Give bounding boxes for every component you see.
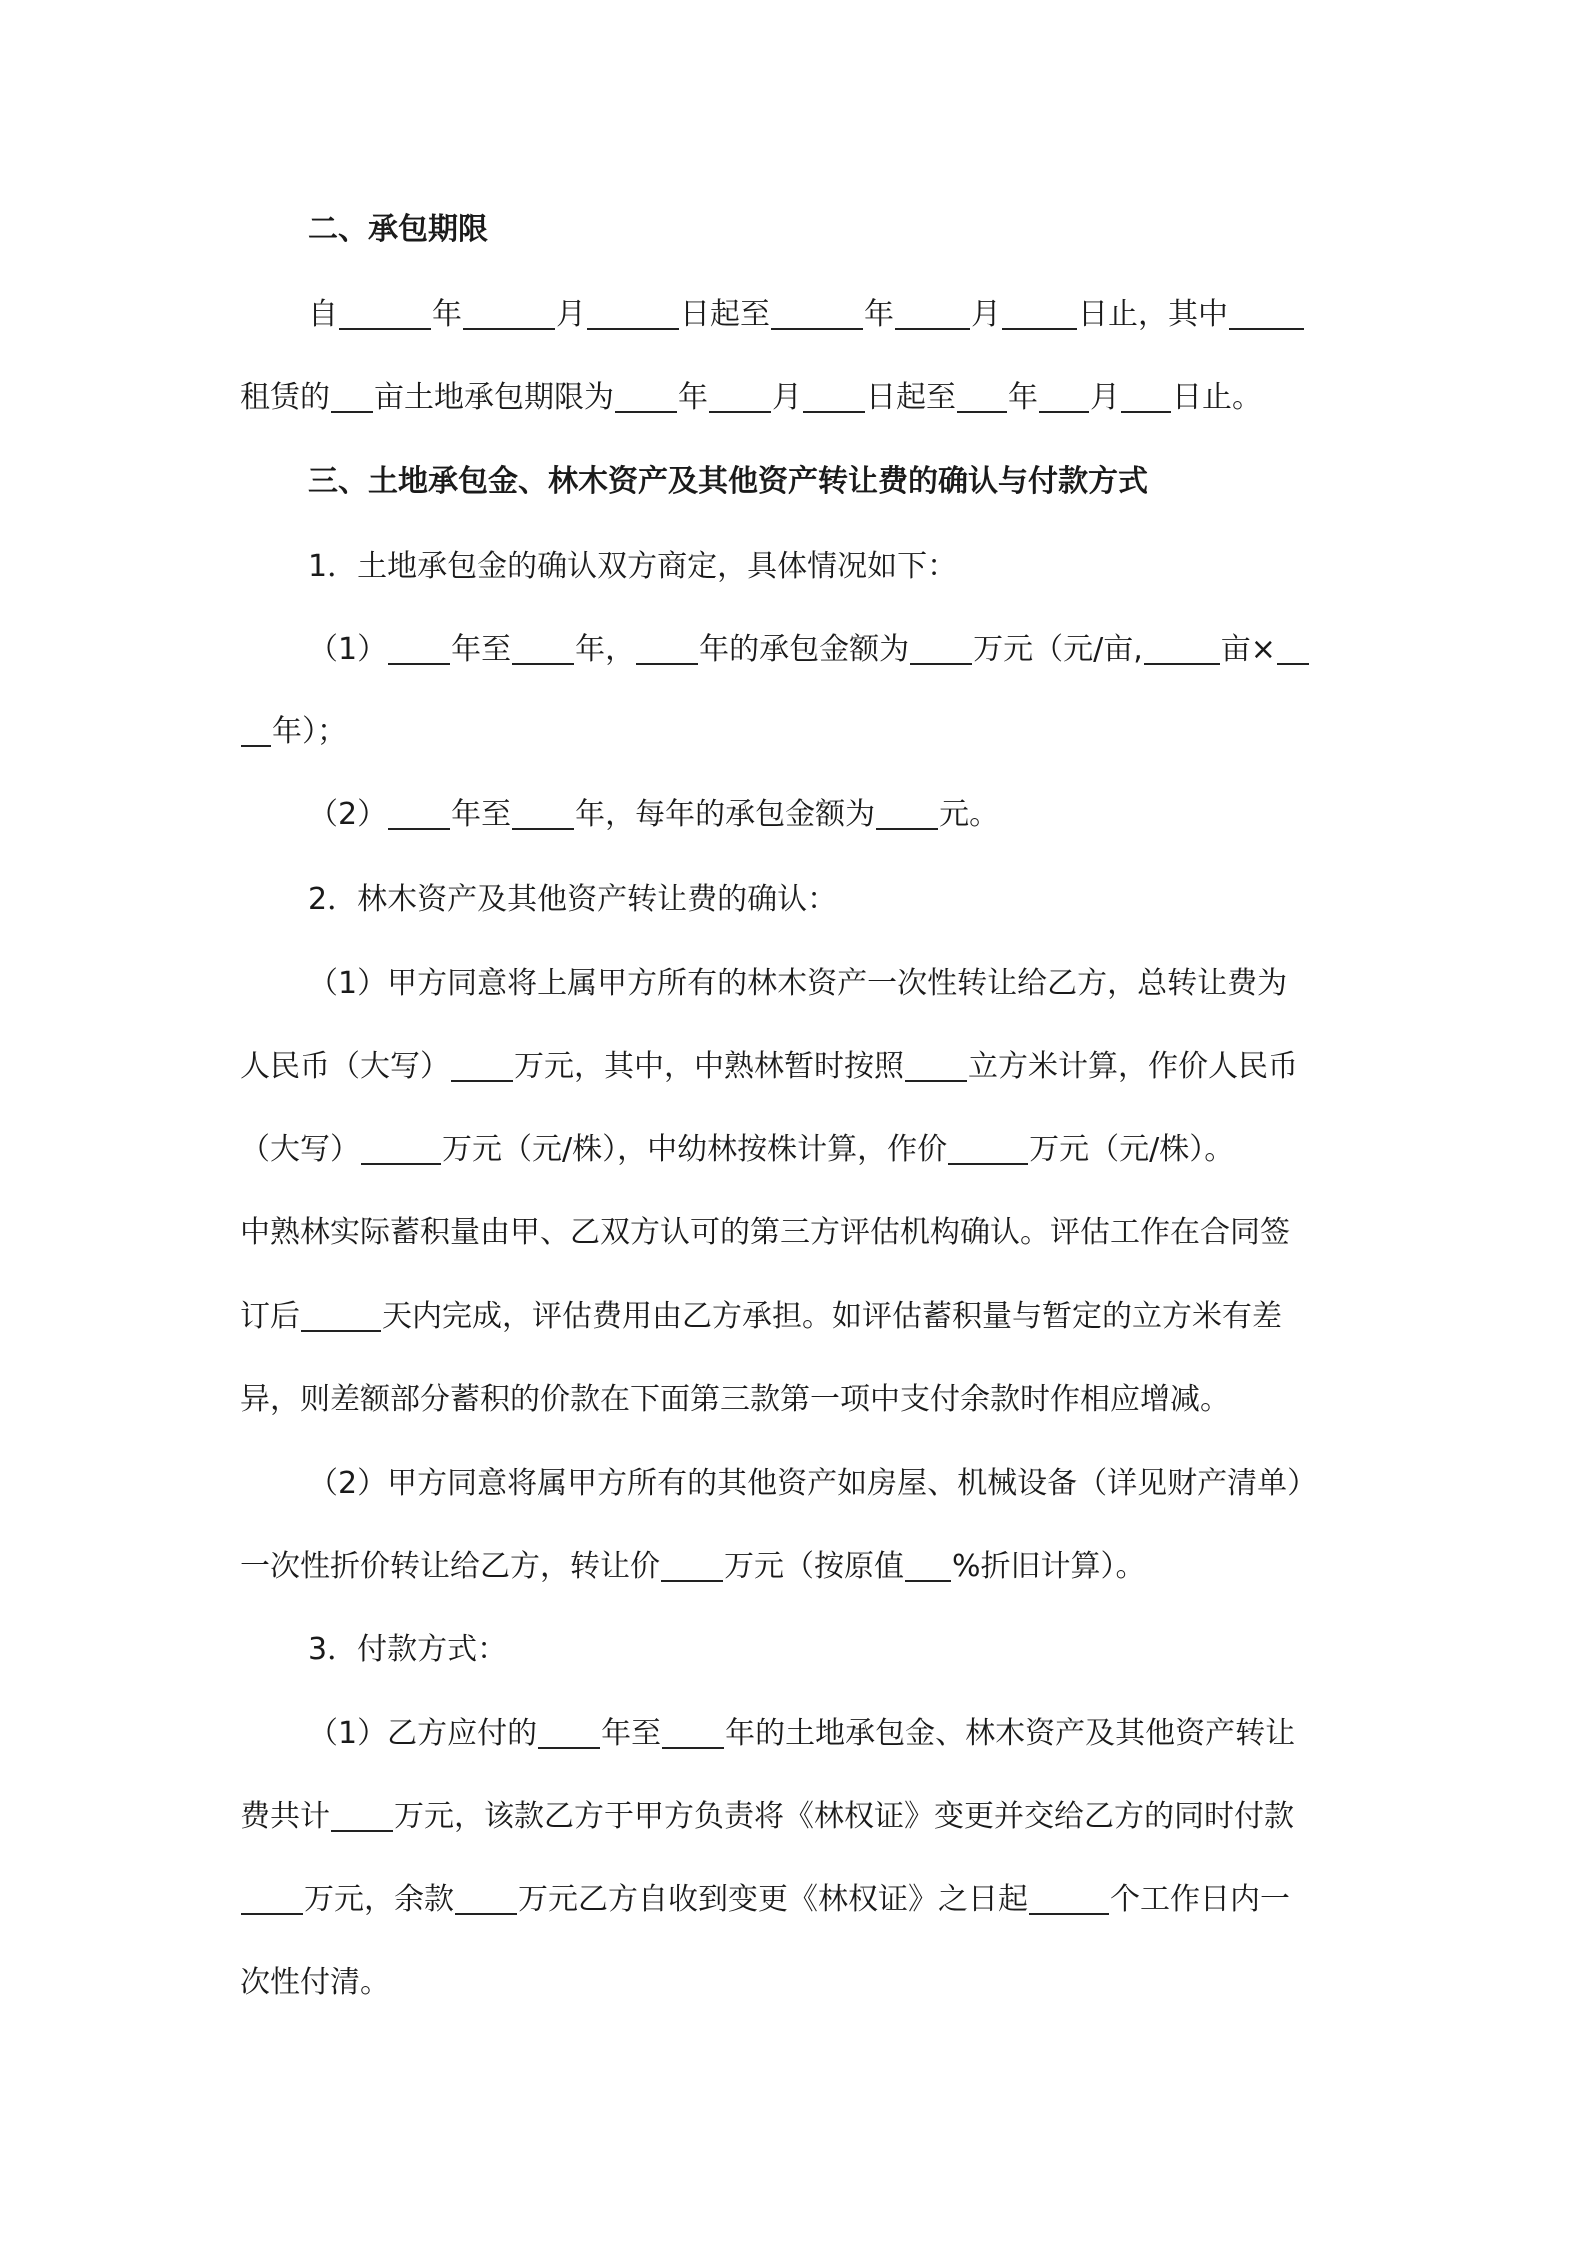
term-line-1: 自 年 月 日起至 年 月 日止，其中	[308, 293, 1305, 337]
blank-field	[463, 298, 555, 330]
s3-para-1-line-2: 费共计 万元，该款乙方于甲方负责将《林权证》变更并交给乙方的同时付款	[240, 1799, 1294, 1834]
blank-field	[905, 1050, 967, 1082]
s3-para-1-line-1: （1）乙方应付的 年至 年的土地承包金、林木资产及其他资产转让	[308, 1716, 1296, 1751]
blank-field	[615, 381, 677, 413]
blank-field	[512, 633, 574, 665]
blank-field	[538, 1717, 600, 1749]
s3-para-1-line-4: 次性付清。	[240, 1965, 390, 2000]
subsection-2-title: 2．林木资产及其他资产转让费的确认：	[308, 882, 838, 917]
blank-field	[948, 1133, 1028, 1165]
blank-field	[361, 1133, 441, 1165]
blank-field	[388, 798, 450, 830]
blank-field	[709, 381, 771, 413]
term-line-2: 租赁的 亩土地承包期限为 年 月 日起至 年 月 日止。	[240, 380, 1262, 415]
s2-para-1-line-1: （1）甲方同意将上属甲方所有的林木资产一次性转让给乙方，总转让费为	[308, 966, 1288, 1001]
s1-item-1-line-2: 年）；	[240, 710, 347, 754]
section-heading-payment: 三、土地承包金、林木资产及其他资产转让费的确认与付款方式	[308, 464, 1148, 499]
blank-field	[1144, 633, 1220, 665]
blank-field	[1121, 381, 1171, 413]
s2-para-2-line-2: 一次性折价转让给乙方，转让价 万元（按原值 %折旧计算）。	[240, 1549, 1146, 1584]
s1-item-1-line-1: （1） 年至 年， 年的承包金额为 万元（元/亩, 亩×	[308, 628, 1310, 672]
blank-field	[331, 1800, 393, 1832]
blank-field	[636, 633, 698, 665]
s3-para-1-line-3: 万元，余款 万元乙方自收到变更《林权证》之日起 个工作日内一	[240, 1878, 1290, 1922]
blank-field	[1039, 381, 1089, 413]
blank-field	[339, 298, 431, 330]
blank-field	[241, 715, 271, 747]
s2-para-1-line-4: 中熟林实际蓄积量由甲、乙双方认可的第三方评估机构确认。评估工作在合同签	[240, 1215, 1290, 1250]
blank-field	[1277, 633, 1309, 665]
s2-para-1-line-5: 订后 天内完成，评估费用由乙方承担。如评估蓄积量与暂定的立方米有差	[240, 1299, 1282, 1334]
blank-field	[1002, 298, 1077, 330]
blank-field	[905, 1550, 951, 1582]
blank-field	[388, 633, 450, 665]
s2-para-1-line-3: （大写） 万元（元/株），中幼林按株计算，作价 万元（元/株）。	[240, 1132, 1235, 1167]
s2-para-1-line-2: 人民币（大写） 万元，其中，中熟林暂时按照 立方米计算，作价人民币	[240, 1049, 1298, 1084]
section-heading-term: 二、承包期限	[308, 212, 488, 247]
blank-field	[1229, 298, 1304, 330]
blank-field	[455, 1883, 517, 1915]
blank-field	[957, 381, 1007, 413]
s2-para-1-line-6: 异，则差额部分蓄积的价款在下面第三款第一项中支付余款时作相应增减。	[240, 1382, 1230, 1417]
s2-para-2-line-1: （2）甲方同意将属甲方所有的其他资产如房屋、机械设备（详见财产清单）	[308, 1466, 1318, 1501]
blank-field	[876, 798, 938, 830]
blank-field	[771, 298, 863, 330]
blank-field	[241, 1883, 303, 1915]
blank-field	[910, 633, 972, 665]
blank-field	[512, 798, 574, 830]
subsection-1-title: 1．土地承包金的确认双方商定，具体情况如下：	[308, 549, 958, 584]
subsection-3-title: 3．付款方式：	[308, 1632, 508, 1667]
s1-item-2: （2） 年至 年，每年的承包金额为 元。	[308, 797, 1000, 832]
blank-field	[895, 298, 970, 330]
blank-field	[451, 1050, 513, 1082]
blank-field	[1029, 1883, 1109, 1915]
blank-field	[661, 1550, 723, 1582]
blank-field	[331, 381, 373, 413]
blank-field	[803, 381, 865, 413]
blank-field	[662, 1717, 724, 1749]
blank-field	[301, 1300, 381, 1332]
blank-field	[587, 298, 679, 330]
